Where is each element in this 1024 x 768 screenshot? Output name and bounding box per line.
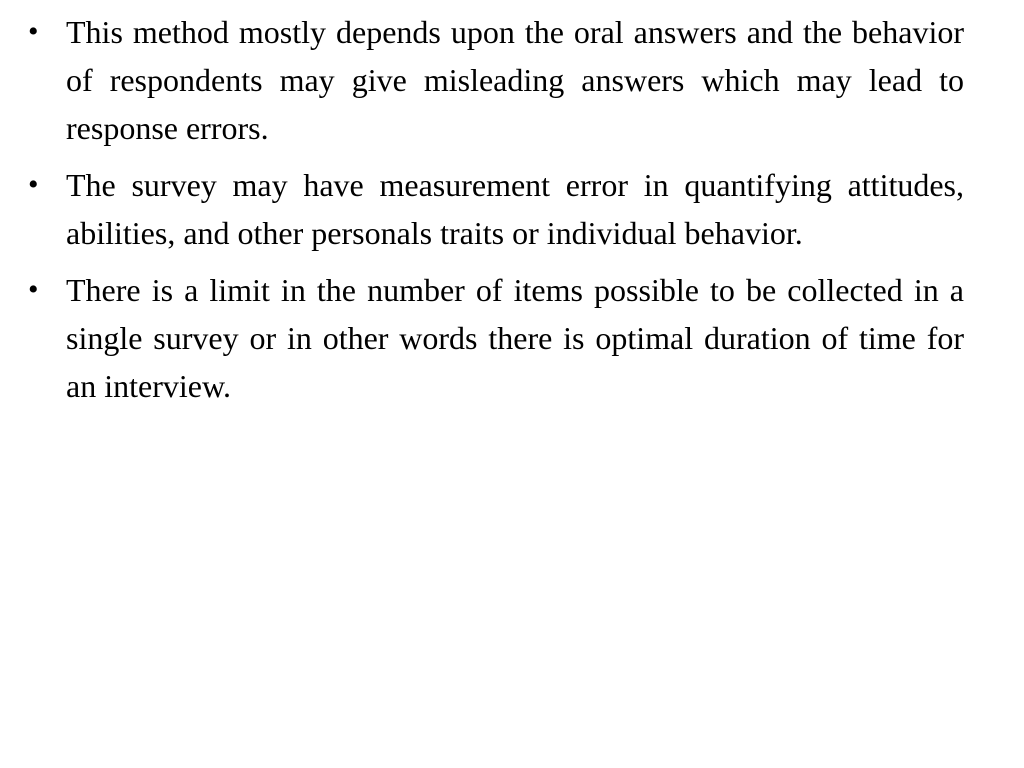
- bullet-text: There is a limit in the number of items possible to be collected in a single survey or in other words there is optimal duration of time for an interview.: [66, 272, 964, 404]
- bullet-item: [28, 161, 964, 257]
- bullet-item: [28, 8, 964, 152]
- bullet-text: The survey may have measurement error in quantifying attitudes, abilities, and other personals traits or individual behavior.: [66, 167, 964, 251]
- bullet-dot-icon: •: [28, 168, 39, 201]
- bullet-list: [28, 8, 964, 419]
- bullet-text: This method mostly depends upon the oral answers and the behavior of respondents may give misleading answers which may lead to response errors.: [66, 14, 964, 146]
- bullet-item: [28, 266, 964, 410]
- bullet-dot-icon: •: [28, 15, 39, 48]
- bullet-dot-icon: •: [28, 273, 39, 306]
